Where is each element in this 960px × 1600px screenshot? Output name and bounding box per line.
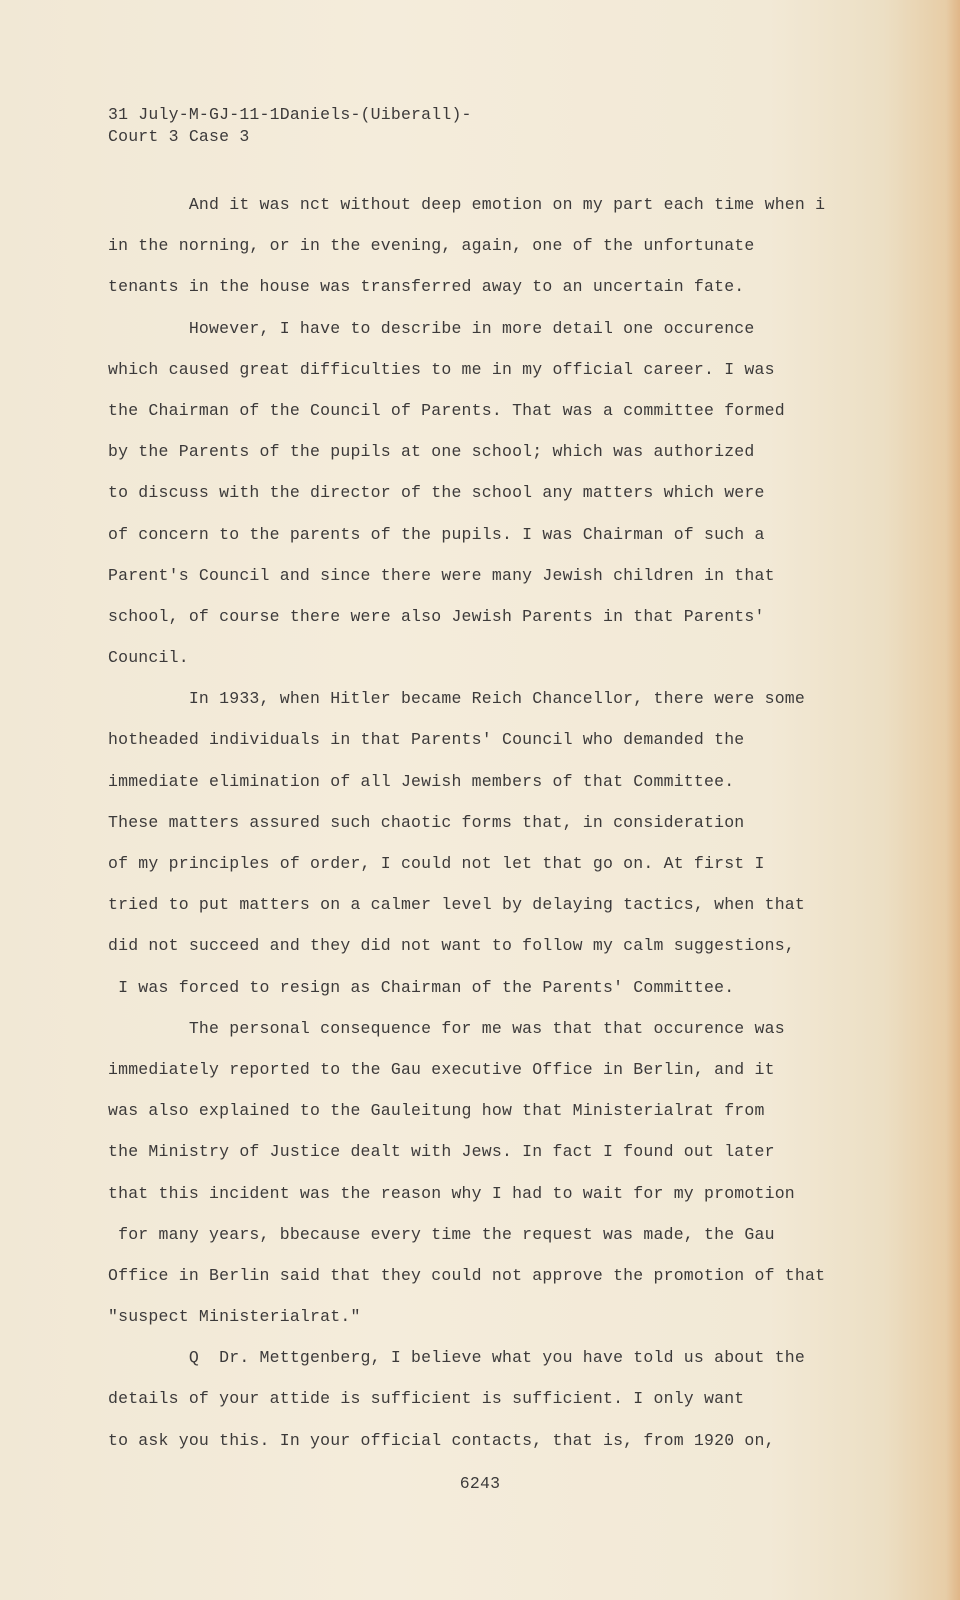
text-line: did not succeed and they did not want to follow my calm suggestions,: [108, 936, 795, 956]
page-number: 6243: [459, 1474, 501, 1493]
text-line: tried to put matters on a calmer level by delaying tactics, when that: [108, 895, 806, 915]
paper-edge-shading: [946, 0, 960, 1600]
text-line: that this incident was the reason why I had to wait for my promotion: [108, 1183, 795, 1203]
text-line: In 1933, when Hitler became Reich Chancellor, there were some: [108, 689, 806, 709]
text-line: The personal consequence for me was that that occurence was: [108, 1018, 785, 1038]
text-line: immediately reported to the Gau executive Office in Berlin, and it: [108, 1059, 775, 1079]
text-line: However, I have to describe in more detail one occurence: [108, 318, 755, 338]
text-line: by the Parents of the pupils at one school; which was authorized: [108, 442, 755, 462]
text-line: of concern to the parents of the pupils. I was Chairman of such a: [108, 524, 765, 544]
text-line: These matters assured such chaotic forms that, in consideration: [108, 812, 745, 832]
text-line: for many years, bbecause every time the request was made, the Gau: [108, 1224, 775, 1244]
text-line: the Chairman of the Council of Parents. That was a committee formed: [108, 400, 785, 420]
text-line: school, of course there were also Jewish Parents in that Parents': [108, 606, 765, 626]
text-line: Q Dr. Mettgenberg, I believe what you have told us about the: [108, 1348, 806, 1368]
transcript-body: [108, 184, 868, 1461]
header-line-1: 31 July-M-GJ-11-1Daniels-(Uiberall)-: [108, 105, 472, 124]
text-line: the Ministry of Justice dealt with Jews. In fact I found out later: [108, 1142, 775, 1162]
text-line: was also explained to the Gauleitung how that Ministerialrat from: [108, 1101, 765, 1121]
text-line: I was forced to resign as Chairman of the Parents' Committee.: [108, 977, 735, 997]
text-line: which caused great difficulties to me in my official career. I was: [108, 359, 775, 379]
text-line: to discuss with the director of the school any matters which were: [108, 483, 765, 503]
text-line: And it was nct without deep emotion on my part each time when i: [108, 195, 826, 214]
text-line: Parent's Council and since there were many Jewish children in that: [108, 565, 775, 585]
text-line: tenants in the house was transferred away to an uncertain fate.: [108, 277, 745, 297]
text-line: to ask you this. In your official contacts, that is, from 1920 on,: [108, 1430, 775, 1450]
document-header: [108, 104, 472, 148]
text-line: details of your attide is sufficient is sufficient. I only want: [108, 1389, 745, 1409]
text-line: of my principles of order, I could not let that go on. At first I: [108, 854, 765, 873]
text-line: Office in Berlin said that they could not approve the promotion of that: [108, 1265, 826, 1285]
text-line: in the norning, or in the evening, again, one of the unfortunate: [108, 236, 755, 256]
header-line-2: Court 3 Case 3: [108, 127, 250, 146]
text-line: "suspect Ministerialrat.": [108, 1307, 361, 1327]
text-line: immediate elimination of all Jewish members of that Committee.: [108, 771, 735, 791]
text-line: Council.: [108, 648, 189, 668]
text-line: hotheaded individuals in that Parents' Council who demanded the: [108, 730, 745, 750]
